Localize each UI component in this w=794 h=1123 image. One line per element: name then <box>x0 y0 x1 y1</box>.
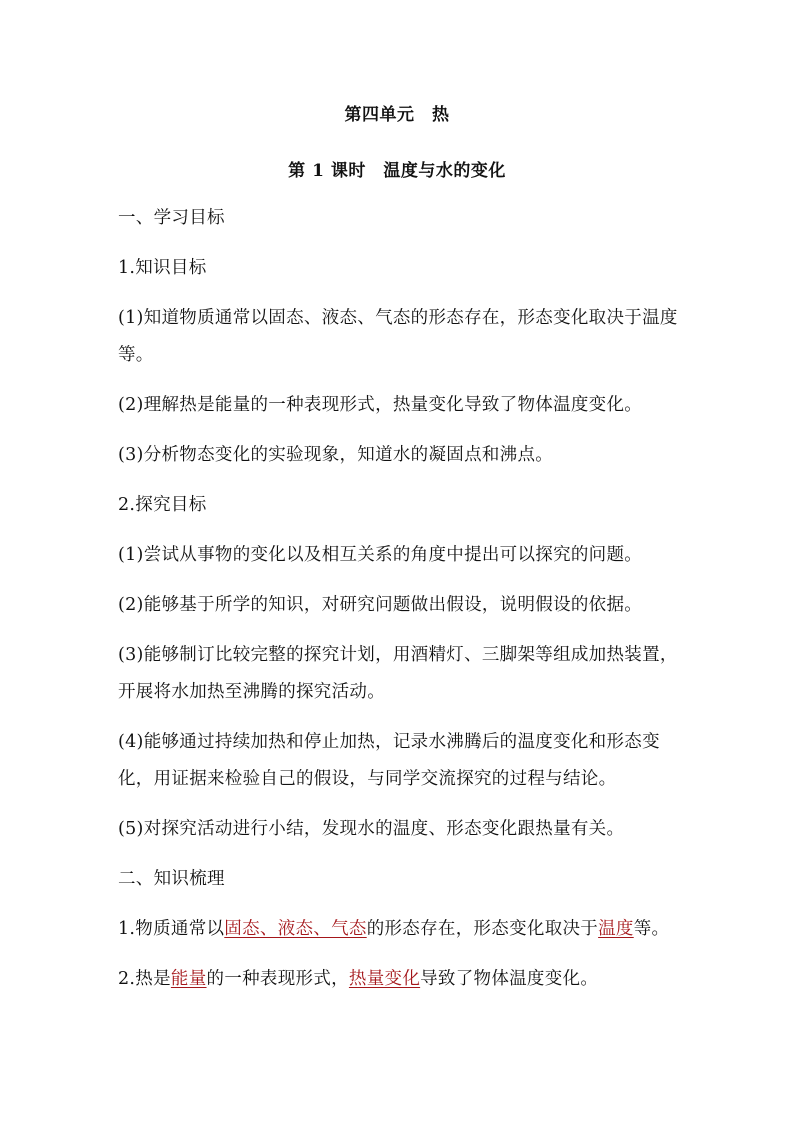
review-item-2 <box>118 961 678 998</box>
section-heading-objectives: 一、学习目标 <box>118 208 225 228</box>
lesson-title: 第 1 课时 温度与水的变化 <box>288 161 506 181</box>
inquiry-goal-5: (5)对探究活动进行小结，发现水的温度、形态变化跟热量有关。 <box>118 819 625 839</box>
review-2-answer-heat-change: 热量变化 <box>348 969 421 989</box>
inquiry-goals-heading: 2.探究目标 <box>118 495 207 515</box>
inquiry-goal-1: (1)尝试从事物的变化以及相互关系的角度中提出可以探究的问题。 <box>118 545 643 565</box>
review-2-suffix: 导致了物体温度变化。 <box>420 969 599 989</box>
review-item-1 <box>118 911 678 948</box>
inquiry-goal-3: (3)能够制订比较完整的探究计划，用酒精灯、三脚架等组成加热装置，开展将水加热至沸腾的探究活动。 <box>118 645 678 702</box>
knowledge-goal-3: (3)分析物态变化的实验现象，知道水的凝固点和沸点。 <box>118 445 554 465</box>
section-heading-review: 二、知识梳理 <box>118 869 225 889</box>
review-2-answer-energy: 能量 <box>170 969 207 989</box>
review-1-prefix: 1.物质通常以 <box>118 919 225 939</box>
review-1-middle: 的形态存在，形态变化取决于 <box>366 919 599 939</box>
review-1-answer-states: 固态、液态、气态 <box>224 919 367 939</box>
unit-title: 第四单元 热 <box>344 105 450 125</box>
review-2-middle: 的一种表现形式， <box>206 969 349 989</box>
inquiry-goal-2: (2)能够基于所学的知识，对研究问题做出假设，说明假设的依据。 <box>118 595 643 615</box>
inquiry-goal-4: (4)能够通过持续加热和停止加热，记录水沸腾后的温度变化和形态变化，用证据来检验自己的假设，与同学交流探究的过程与结论。 <box>118 732 660 789</box>
knowledge-goal-2: (2)理解热是能量的一种表现形式，热量变化导致了物体温度变化。 <box>118 395 643 415</box>
review-1-suffix: 等。 <box>633 919 670 939</box>
document-body <box>118 200 678 998</box>
review-1-answer-temperature: 温度 <box>598 919 634 939</box>
knowledge-goal-1: (1)知道物质通常以固态、液态、气态的形态存在，形态变化取决于温度等。 <box>118 308 678 365</box>
knowledge-goals-heading: 1.知识目标 <box>118 258 207 278</box>
review-2-prefix: 2.热是 <box>118 969 171 989</box>
